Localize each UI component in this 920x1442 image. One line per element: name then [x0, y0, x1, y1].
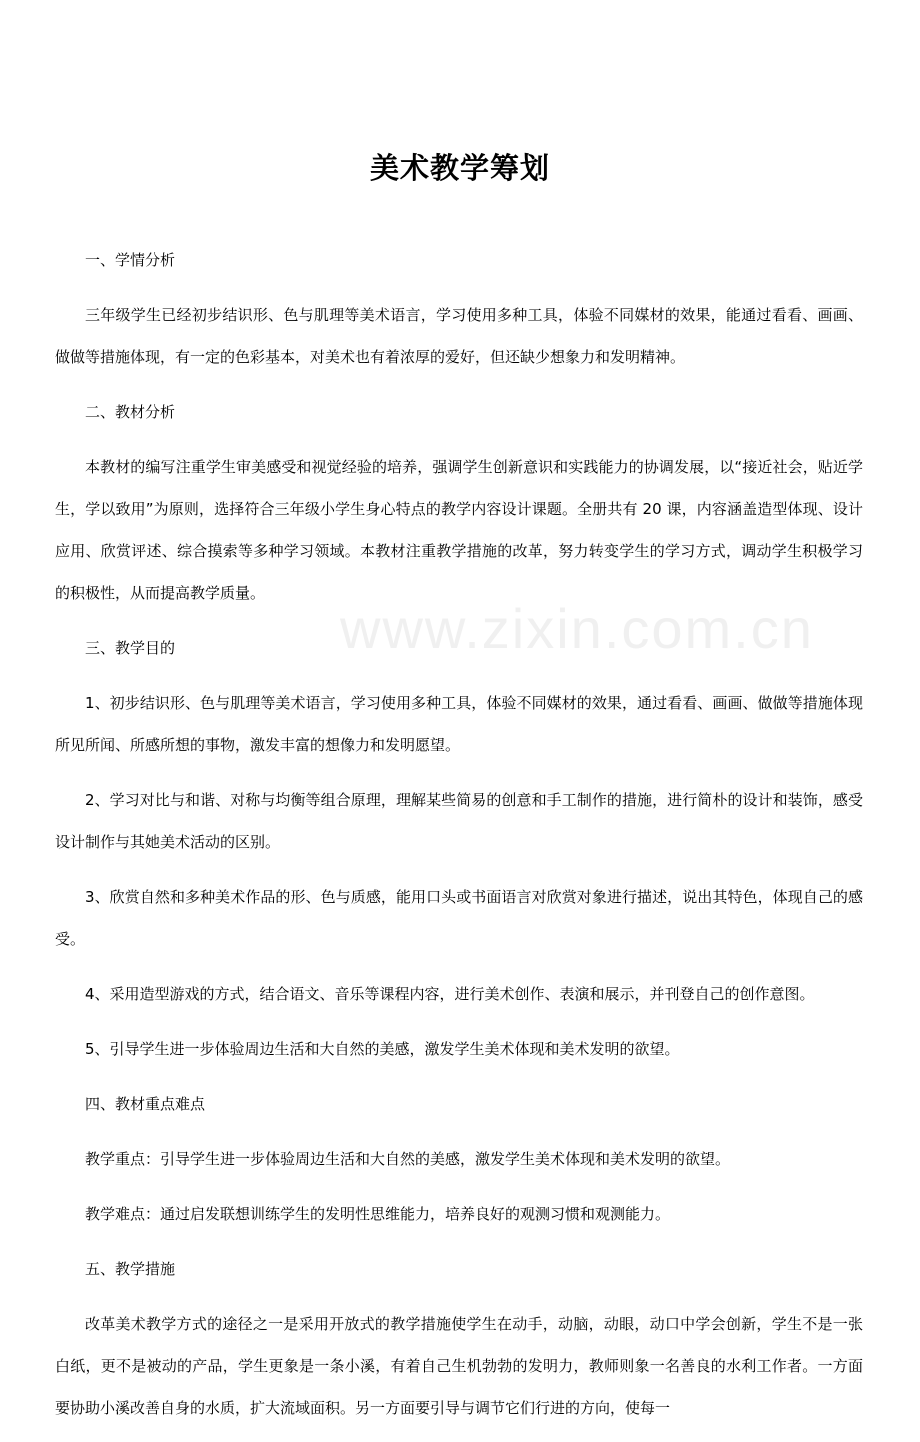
- paragraph: 三年级学生已经初步结识形、色与肌理等美术语言，学习使用多种工具，体验不同媒材的效果，能通过看看、画画、做做等措施体现，有一定的色彩基本，对美术也有着浓厚的爱好，但还缺少想象力和发明精神。: [55, 306, 863, 366]
- goal-item: 4、采用造型游戏的方式，结合语文、音乐等课程内容，进行美术创作、表演和展示，并刊登自己的创作意图。: [85, 985, 815, 1003]
- paragraph: 教学难点：通过启发联想训练学生的发明性思维能力，培养良好的观测习惯和观测能力。: [85, 1205, 671, 1223]
- section-heading-teaching-methods: 五、教学措施: [85, 1260, 176, 1278]
- watermark: www.zixin.com.cn: [340, 597, 814, 660]
- goal-item: 1、初步结识形、色与肌理等美术语言，学习使用多种工具，体验不同媒材的效果，通过看看、画画、做做等措施体现所见所闻、所感所想的事物，激发丰富的想像力和发明愿望。: [55, 694, 863, 754]
- section-heading-key-points: 四、教材重点难点: [85, 1095, 206, 1113]
- goal-item: 5、引导学生进一步体验周边生活和大自然的美感，激发学生美术体现和美术发明的欲望。: [85, 1040, 680, 1058]
- section-heading-teaching-goals: 三、教学目的: [85, 639, 176, 657]
- page-title: 美术教学筹划: [369, 151, 550, 185]
- goal-item: 3、欣赏自然和多种美术作品的形、色与质感，能用口头或书面语言对欣赏对象进行描述，说出其特色，体现自己的感受。: [55, 888, 863, 948]
- section-heading-learning-analysis: 一、学情分析: [85, 251, 176, 269]
- paragraph: 教学重点：引导学生进一步体验周边生活和大自然的美感，激发学生美术体现和美术发明的欲望。: [85, 1150, 731, 1168]
- paragraph: 改革美术教学方式的途径之一是采用开放式的教学措施使学生在动手，动脑，动眼，动口中学会创新，学生不是一张白纸，更不是被动的产品，学生更象是一条小溪，有着自己生机勃勃的发明力，教师则象一名善良的水利工作者。一方面要协助小溪改善自身的水质，扩大流域面积。另一方面要引导与调节它们行进的方向，使每一: [55, 1315, 863, 1417]
- document-body: [55, 239, 863, 1442]
- paragraph: 本教材的编写注重学生审美感受和视觉经验的培养，强调学生创新意识和实践能力的协调发展，以“接近社会，贴近学生，学以致用”为原则，选择符合三年级小学生身心特点的教学内容设计课题。全册共有 20 课，内容涵盖造型体现、设计应用、欣赏评述、综合摸索等多种学习领域。本教材注重教学措施的改革，努力转变学生的学习方式，调动学生积极学习的积极性，从而提高教学质量。: [55, 458, 863, 602]
- goal-item: 2、学习对比与和谐、对称与均衡等组合原理，理解某些简易的创意和手工制作的措施，进行简朴的设计和装饰，感受设计制作与其她美术活动的区别。: [55, 791, 863, 851]
- section-heading-textbook-analysis: 二、教材分析: [85, 403, 176, 421]
